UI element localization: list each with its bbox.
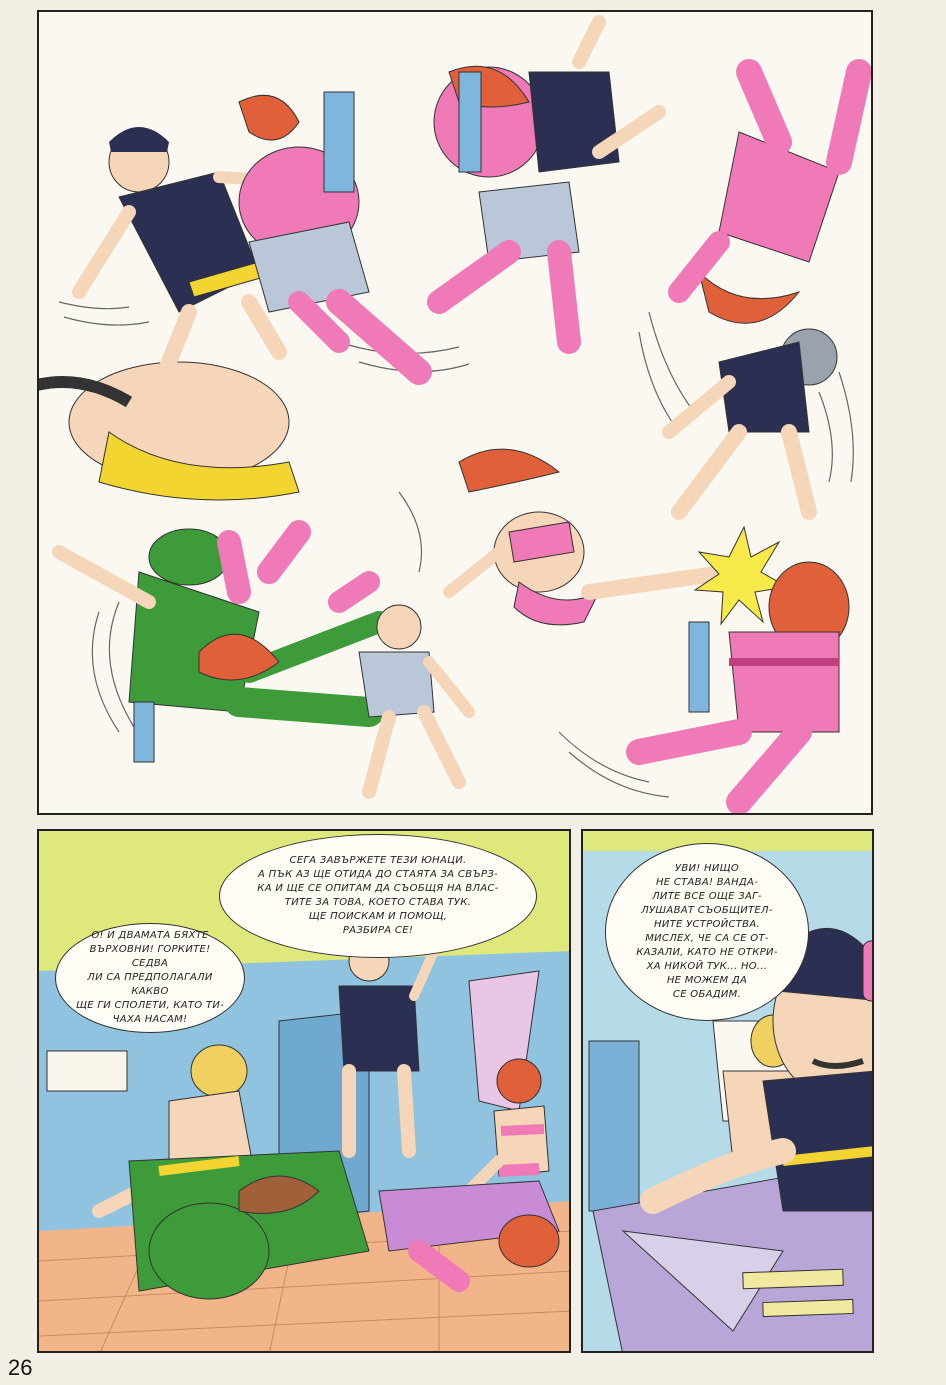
figure-navy-suit-tumbling: [669, 329, 837, 512]
speech-bubble-boy: О! И ДВАМАТА БЯХТЕ ВЪРХОВНИ! ГОРКИТЕ! СЕДВА ЛИ СА ПРЕДПОЛАГАЛИ КАКВО ЩЕ ГИ СПОЛЕТИ, КАТО ТИ- ЧАХА НАСАМ!: [55, 923, 245, 1033]
figure-pink-armor-falling: [679, 72, 859, 323]
fight-illustration: [39, 12, 873, 815]
page-number: 26: [8, 1355, 33, 1380]
wall-console: [47, 1051, 127, 1091]
panel-bottom-left-room: [37, 829, 571, 1353]
speech-bubble-commander-console: УВИ! НИЩО НЕ СТАВА! ВАНДА- ЛИТЕ ВСЕ ОЩЕ ЗАГ- ЛУШАВАТ СЪОБЩИТЕЛ- НИТЕ УСТРОЙСТВА. МИСЛЕХ, ЧЕ СА СЕ ОТ- КАЗАЛИ, КАТО НЕ ОТКРИ- ХА НИКОЙ ТУК... НО... НЕ МОЖЕМ ДА СЕ ОБАДИМ.: [605, 843, 809, 1021]
figure-pink-armor-legs: [229, 532, 369, 602]
side-door: [589, 1041, 639, 1211]
speech-bubble-commander: СЕГА ЗАВЪРЖЕТЕ ТЕЗИ ЮНАЦИ. А ПЪК АЗ ЩЕ ОТИДА ДО СТАЯТА ЗА СВЪРЗ- КА И ЩЕ СЕ ОПИТАМ ДА СЪОБЩЯ НА ВЛАС- ТИТЕ ЗА ТОВА, КОЕТО СТАВА ТУК. ЩЕ ПОИСКАМ И ПОМОЩ, РАЗБИРА СЕ!: [219, 834, 537, 958]
figure-green-hooded-warrior: [59, 529, 379, 762]
headset-icon: [863, 941, 874, 1001]
panel-bottom-right-console: [581, 829, 874, 1353]
figure-red-haired-girl-kicking: [449, 449, 729, 625]
panel-top-fight-scene: [37, 10, 873, 815]
figure-navy-suit-2: [529, 22, 659, 172]
